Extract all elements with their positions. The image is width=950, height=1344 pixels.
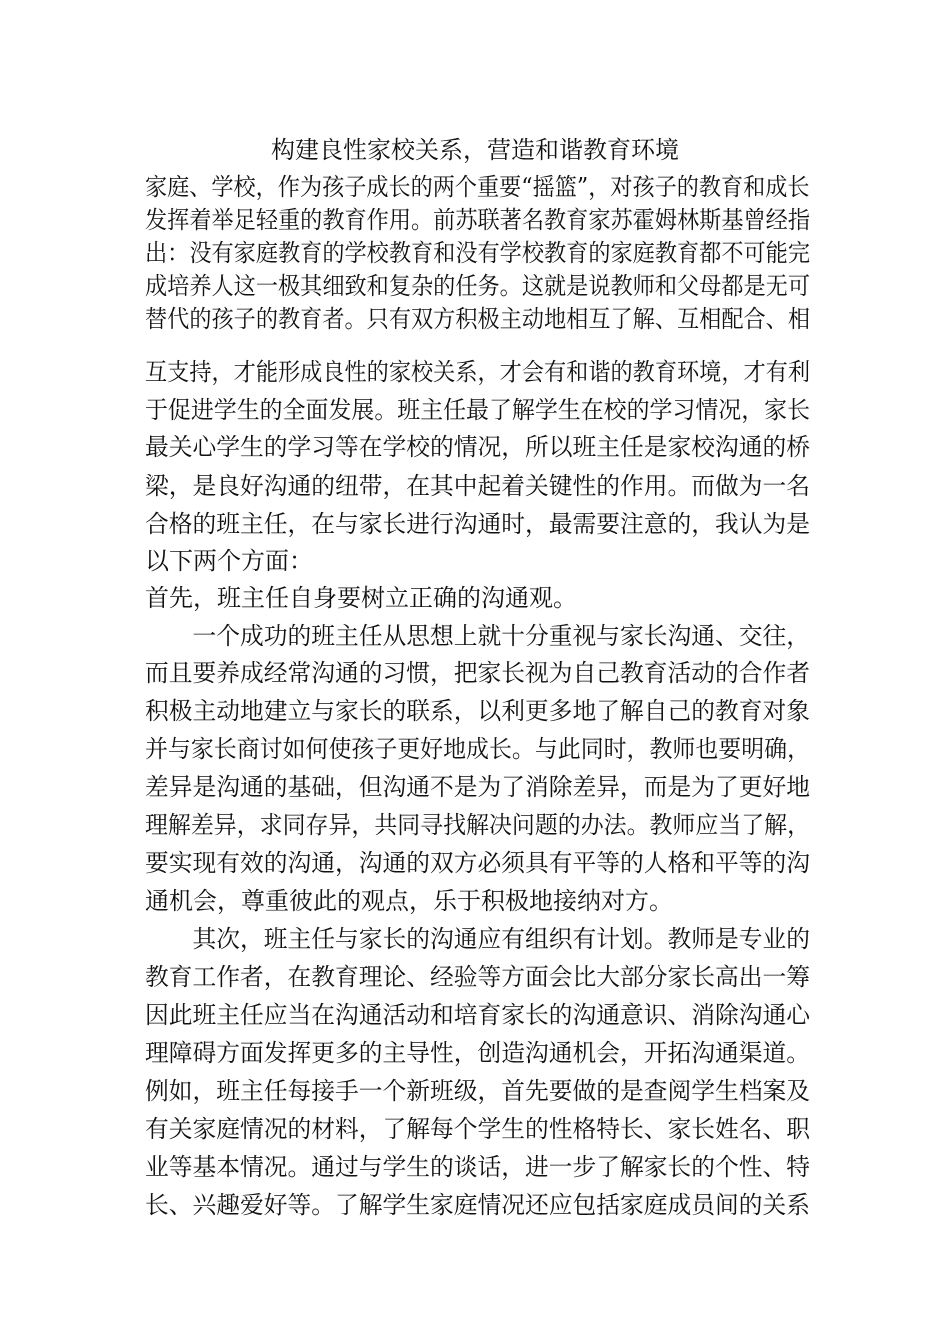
body-line: 首先，班主任自身要树立正确的沟通观。 [145, 584, 577, 612]
body-line: 通机会，尊重彼此的观点，乐于积极地接纳对方。 [145, 887, 673, 915]
body-line: 梁，是良好沟通的纽带，在其中起着关键性的作用。而做为一名 [145, 472, 811, 500]
body-line: 出：没有家庭教育的学校教育和没有学校教育的家庭教育都不可能完 [145, 239, 810, 267]
body-line: 教育工作者，在教育理论、经验等方面会比大部分家长高出一筹 [145, 963, 811, 991]
body-line: 以下两个方面： [145, 547, 313, 575]
body-line: 长、兴趣爱好等。了解学生家庭情况还应包括家庭成员间的关系 [145, 1191, 811, 1219]
body-line: 其次，班主任与家长的沟通应有组织有计划。教师是专业的 [145, 925, 811, 953]
body-line: 业等基本情况。通过与学生的谈话，进一步了解家长的个性、特 [145, 1153, 811, 1181]
body-line: 并与家长商讨如何使孩子更好地成长。与此同时，教师也要明确， [145, 735, 811, 763]
body-line: 差异是沟通的基础，但沟通不是为了消除差异，而是为了更好地 [145, 773, 811, 801]
document-title: 构建良性家校关系，营造和谐教育环境 [271, 136, 679, 164]
body-line: 替代的孩子的教育者。只有双方积极主动地相互了解、互相配合、相 [145, 305, 810, 333]
body-line: 因此班主任应当在沟通活动和培育家长的沟通意识、消除沟通心 [145, 1001, 811, 1029]
body-line: 例如，班主任每接手一个新班级，首先要做的是查阅学生档案及 [145, 1077, 811, 1105]
body-line: 于促进学生的全面发展。班主任最了解学生在校的学习情况，家长 [145, 396, 811, 424]
body-line: 积极主动地建立与家长的联系，以利更多地了解自己的教育对象 [145, 697, 811, 725]
body-line: 要实现有效的沟通，沟通的双方必须具有平等的人格和平等的沟 [145, 849, 811, 877]
body-line: 成培养人这一极其细致和复杂的任务。这就是说教师和父母都是无可 [145, 272, 810, 300]
body-line: 有关家庭情况的材料，了解每个学生的性格特长、家长姓名、职 [145, 1115, 811, 1143]
body-line: 合格的班主任，在与家长进行沟通时，最需要注意的，我认为是 [145, 510, 811, 538]
body-line: 家庭、学校，作为孩子成长的两个重要“摇篮”，对孩子的教育和成长 [145, 173, 810, 201]
body-line: 最关心学生的学习等在学校的情况，所以班主任是家校沟通的桥 [145, 433, 811, 461]
body-line: 理解差异，求同存异，共同寻找解决问题的办法。教师应当了解， [145, 811, 811, 839]
body-line: 互支持，才能形成良性的家校关系，才会有和谐的教育环境，才有利 [145, 358, 810, 386]
body-line: 而且要养成经常沟通的习惯，把家长视为自己教育活动的合作者 [145, 659, 811, 687]
body-line: 理障碍方面发挥更多的主导性，创造沟通机会，开拓沟通渠道。 [145, 1039, 811, 1067]
body-line: 发挥着举足轻重的教育作用。前苏联著名教育家苏霍姆林斯基曾经指 [145, 206, 810, 234]
body-line: 一个成功的班主任从思想上就十分重视与家长沟通、交往， [145, 622, 811, 650]
